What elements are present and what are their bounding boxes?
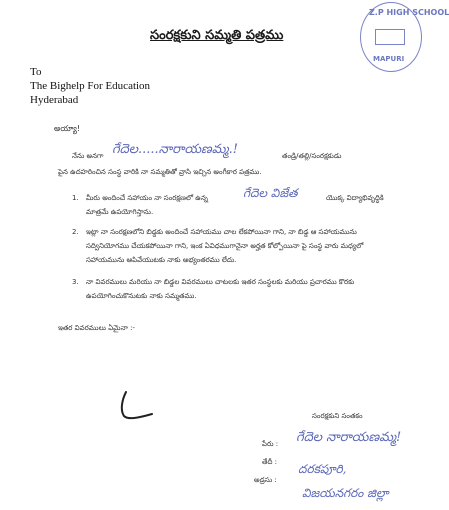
item-2-number: 2. xyxy=(72,228,79,236)
stamp-bottom-text: MAPURI xyxy=(373,55,405,63)
school-stamp xyxy=(360,2,449,72)
handwritten-address-line-1: దరకపూరి, xyxy=(298,462,347,476)
item-3-number: 3. xyxy=(72,278,79,286)
item-3-line-2: ఉపయోగించుకొనుటకు నాకు సమ్మతము. xyxy=(86,292,197,300)
signature-scribble xyxy=(118,388,158,422)
item-2-line-2: సద్వినియోగము చేయకపోయినా గాని, ఇంక ఏవిధముగానైనా అర్హత కోల్పోయినా పై సంస్థ వారు మధ్యలో xyxy=(86,242,364,250)
stamp-top-text: Z.P HIGH SCHOOL xyxy=(369,8,449,17)
address-to: To xyxy=(30,66,42,78)
handwritten-parent-name: గేదెల.....నారాయణమ్మ.! xyxy=(112,142,238,157)
address-label: అడ్రసు : xyxy=(254,476,277,484)
salutation: అయ్యా! xyxy=(54,124,81,133)
date-label: తేదీ : xyxy=(262,458,277,466)
handwritten-address-line-2: విజయనగరం జిల్లా xyxy=(302,486,389,500)
item-1-line-2: మాత్రమే ఉపయోగిస్తాను. xyxy=(86,208,154,216)
item-3-line-1: నా వివరములు మరియు నా బిడ్డల వివరములు చాటలకు ఇతర సంస్థలకు మరియు ప్రచారము కొరకు xyxy=(86,278,355,286)
item-2-line-1: ఇట్లా నా సంరక్షణలోని బిడ్డకు అందించే సహాయము చాల లేకపోయినా గాని, నా బిడ్డ ఆ సహాయమును xyxy=(86,228,357,236)
intro-relation-suffix: తండ్రి/తల్లి/సంరక్షకుడు xyxy=(282,152,342,160)
intro-line-2: పైన ఉదహరించిన సంస్థ వారికి నా సమ్మతితో వ్రాసి ఇచ్చిన అంగీకార పత్రము. xyxy=(58,168,262,176)
stamp-inner-box xyxy=(375,29,405,45)
name-label: పేరు : xyxy=(262,440,279,448)
item-1-text-after: యొక్క విద్యాభివృద్ధికి xyxy=(326,194,384,202)
handwritten-child-name: గేదెల విజేత xyxy=(243,186,298,200)
item-2-line-3: సహాయమును ఆపివేయుటకు నాకు అభ్యంతరము లేదు. xyxy=(86,256,237,264)
address-org: The Bighelp For Education xyxy=(30,80,151,92)
guardian-signature-label: సంరక్షకుని సంతకం xyxy=(312,412,363,420)
other-details-label: ఇతర వివరములు ఏమైనా :- xyxy=(58,324,135,332)
item-1-text-before: మీరు అందించే సహాయం నా సంరక్షణలో ఉన్న xyxy=(86,194,208,202)
item-1-number: 1. xyxy=(72,194,79,202)
intro-name-prefix: నేను అనగా xyxy=(72,152,104,160)
handwritten-guardian-name: గేదెల నారాయణమ్మ! xyxy=(296,430,402,445)
address-city: Hyderabad xyxy=(30,94,79,106)
document-title: సంరక్షకుని సమ్మతి పత్రము xyxy=(150,28,284,43)
